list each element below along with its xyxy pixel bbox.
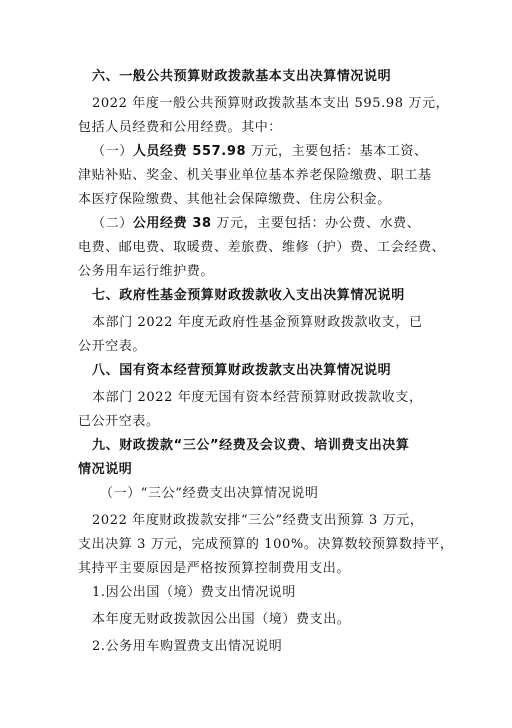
- personnel-expense-label: 人员经费 557.98: [132, 144, 247, 159]
- item-text: 万元，主要包括：办公费、水费、: [211, 216, 421, 231]
- section-9-paragraph: [78, 512, 456, 577]
- paragraph-line: 公务用车运行维护费。: [78, 264, 215, 279]
- paragraph-line: [92, 143, 456, 160]
- item-2-heading: 2.公务用车购置费支出情况说明: [92, 639, 283, 654]
- paragraph-line: 本医疗保险缴费、其他社会保障缴费、住房公积金。: [78, 192, 391, 207]
- paragraph-line: 电费、邮电费、取暖费、差旅费、维修（护）费、工会经费、: [78, 240, 446, 255]
- item-number: （二）: [92, 216, 133, 231]
- paragraph-line: 本部门 2022 年度无政府性基金预算财政拨款收支，已: [92, 315, 423, 330]
- section-7-paragraph: [78, 314, 456, 355]
- heading-line: 情况说明: [78, 462, 133, 477]
- paragraph-line: 其持平主要原因是严格按预算控制费用支出。: [78, 561, 351, 576]
- paragraph-line: 津贴补贴、奖金、机关事业单位基本养老保险缴费、职工基: [78, 168, 432, 183]
- section-6-heading: 六、一般公共预算财政拨款基本支出决算情况说明: [92, 69, 392, 84]
- section-7-heading: 七、政府性基金预算财政拨款收入支出决算情况说明: [92, 288, 405, 303]
- section-6-paragraph-2: [78, 143, 456, 208]
- item-1-heading: 1.因公出国（境）费支出情况说明: [92, 585, 297, 600]
- section-8-heading: 八、国有资本经营预算财政拨款支出决算情况说明: [92, 363, 392, 378]
- section-9-heading: [78, 437, 456, 478]
- section-6-paragraph-1: [78, 95, 456, 136]
- heading-line: 九、财政拨款“三公”经费及会议费、培训费支出决算: [92, 438, 410, 453]
- paragraph-line: 支出决算 3 万元，完成预算的 100%。决算数较预算数持平，: [78, 537, 454, 552]
- paragraph-line: 包括人员经费和公用经费。其中：: [78, 120, 283, 135]
- paragraph-line: 2022 年度财政拨款安排“三公”经费支出预算 3 万元，: [92, 513, 424, 528]
- subsection-heading: （一）“三公”经费支出决算情况说明: [100, 486, 319, 501]
- paragraph-line: 2022 年度一般公共预算财政拨款基本支出 595.98 万元，: [92, 96, 450, 111]
- item-text: 万元，主要包括：基本工资、: [246, 144, 428, 159]
- public-expense-label: 公用经费 38: [132, 216, 212, 231]
- paragraph-line: 本部门 2022 年度无国有资本经营预算财政拨款收支，: [92, 390, 423, 405]
- section-6-paragraph-3: [78, 215, 456, 280]
- paragraph-line: 公开空表。: [78, 339, 147, 354]
- paragraph-line: [92, 215, 456, 232]
- paragraph-line: 已公开空表。: [78, 414, 160, 429]
- item-1-text: 本年度无财政拨款因公出国（境）费支出。: [92, 612, 351, 627]
- item-number: （一）: [92, 144, 133, 159]
- section-8-paragraph: [78, 389, 456, 430]
